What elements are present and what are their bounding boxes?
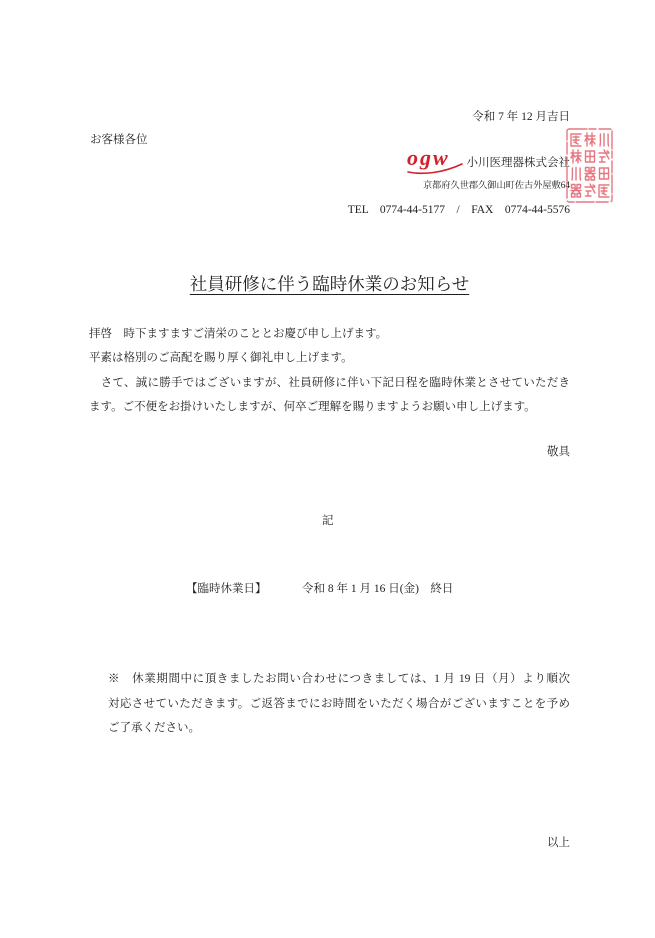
closing-keigu: 敬具 [547,446,570,458]
company-logo: ogw [407,145,450,170]
note-line: 対応させていただきます。ご返答までにお時間をいただく場合がございますことを予め [108,698,570,710]
body-line: 平素は格別のご高配を賜り厚く御礼申し上げます。 [89,352,353,364]
note-line: ※ 休業期間中に頂きましたお問い合わせにつきましては、1 月 19 日（月）より順次 [108,673,570,685]
body-line: ます。ご不便をお掛けいたしますが、何卒ご理解を賜りますようお願い申し上げます。 [89,401,536,413]
notice-title: 社員研修に伴う臨時休業のお知らせ [189,274,470,294]
body-line: さて、誠に勝手ではございますが、社員研修に伴い下記日程を臨時休業とさせていただき [89,377,570,389]
ki-heading: 記 [322,515,334,527]
issue-date: 令和 7 年 12 月吉日 [472,111,570,123]
closing-ijou: 以上 [547,837,570,849]
note-line: ご了承ください。 [108,722,200,734]
body-line: 拝啓 時下ますますご清栄のこととお慶び申し上げます。 [89,328,388,340]
holiday-label: 【臨時休業日】 [186,583,267,595]
company-name: 小川医理器株式会社 [466,157,570,169]
recipient-line: お客様各位 [90,134,148,146]
company-address: 京都府久世郡久御山町佐古外屋敷64 [423,180,570,190]
holiday-date: 令和 8 年 1 月 16 日(金) 終日 [302,583,454,595]
contact-line: TEL 0774-44-5177 / FAX 0774-44-5576 [347,204,570,216]
logo-swoosh [405,162,465,176]
company-seal [566,128,613,203]
